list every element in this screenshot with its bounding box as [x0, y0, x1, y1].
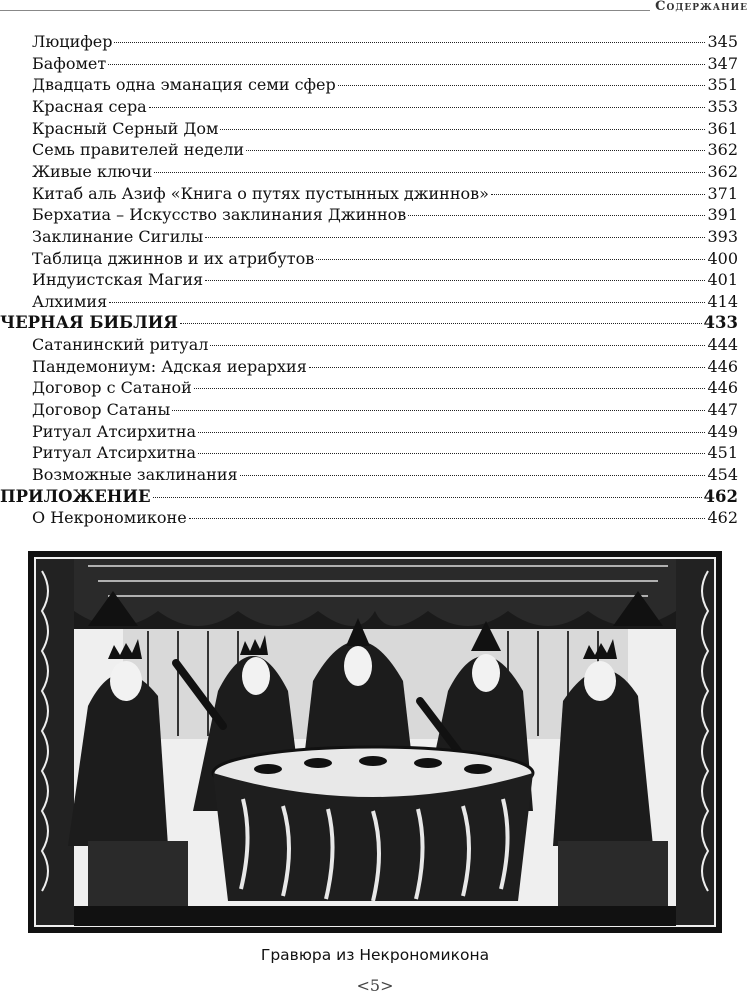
toc-entry[interactable] [32, 334, 738, 356]
toc-page-number: 414 [707, 291, 738, 311]
toc-entry[interactable] [32, 269, 738, 291]
dot-leader [153, 497, 702, 498]
toc-page-number: 371 [707, 183, 738, 203]
toc-entry-title: Ритуал Атсирхитна [32, 421, 197, 441]
toc-entry[interactable] [32, 248, 738, 270]
toc-entry-title: Сатанинский ритуал [32, 335, 209, 355]
toc-page-number: 444 [707, 335, 738, 355]
toc-page-number: 391 [707, 205, 738, 225]
toc-entry-title: Заклинание Сигилы [32, 226, 204, 246]
toc-page-number: 433 [703, 313, 738, 333]
page-number: <5> [356, 976, 394, 995]
toc-entry[interactable] [32, 183, 738, 205]
dot-leader [210, 345, 705, 346]
toc-entry[interactable] [32, 204, 738, 226]
toc-page-number: 449 [707, 421, 738, 441]
dot-leader [189, 518, 706, 519]
toc-page-number: 447 [707, 400, 738, 420]
toc-entry[interactable] [32, 399, 738, 421]
dot-leader [220, 129, 705, 130]
toc-page-number: 347 [707, 53, 738, 73]
toc-entry-title: ЧЕРНАЯ БИБЛИЯ [0, 313, 178, 333]
toc-page-number: 446 [707, 378, 738, 398]
dot-leader [109, 302, 705, 303]
toc-entry-title: Двадцать одна эманация семи сфер [32, 75, 336, 95]
toc-entry-title: Индуистская Магия [32, 270, 204, 290]
dot-leader [316, 259, 705, 260]
toc-page-number: 462 [707, 508, 738, 528]
toc-entry[interactable] [32, 442, 738, 464]
dot-leader [198, 453, 705, 454]
toc-page-number: 462 [703, 486, 738, 506]
toc-entry-title: Таблица джиннов и их атрибутов [32, 248, 315, 268]
engraving-illustration [28, 551, 722, 933]
toc-entry-title: Китаб аль Азиф «Книга о путях пустынных джиннов» [32, 183, 489, 203]
toc-entry-title: ПРИЛОЖЕНИЕ [0, 486, 151, 506]
toc-entry-title: Красный Серный Дом [32, 118, 219, 138]
toc-entry-title: Бафомет [32, 53, 107, 73]
dot-leader [491, 194, 706, 195]
toc-entry-title: Алхимия [32, 291, 108, 311]
toc-page-number: 393 [707, 226, 738, 246]
toc-entry-title: Семь правителей недели [32, 140, 245, 160]
dot-leader [205, 280, 705, 281]
dot-leader [149, 107, 706, 108]
toc-entry-title: Живые ключи [32, 161, 153, 181]
dot-leader [154, 172, 705, 173]
dot-leader [205, 237, 705, 238]
toc-section-entry[interactable] [0, 486, 738, 508]
header-rule [0, 10, 650, 11]
toc-page-number: 454 [707, 465, 738, 484]
toc-entry[interactable] [32, 74, 738, 96]
dot-leader [408, 215, 705, 216]
toc-page-number: 362 [707, 140, 738, 160]
dot-leader [246, 150, 705, 151]
toc-entry[interactable] [32, 226, 738, 248]
toc-entry[interactable] [32, 96, 738, 118]
toc-entry-title: Ритуал Атсирхитна [32, 443, 197, 463]
dot-leader [108, 64, 705, 65]
toc-entry-title: Люцифер [32, 32, 113, 51]
toc-page-number: 446 [707, 356, 738, 376]
toc-entry[interactable] [32, 421, 738, 443]
toc-entry[interactable] [32, 464, 738, 486]
dot-leader [180, 323, 702, 324]
toc-entry-title: О Некрономиконе [32, 508, 187, 528]
toc-entry-title: Красная сера [32, 96, 147, 116]
toc-page-number: 351 [707, 75, 738, 95]
toc-entry[interactable] [32, 161, 738, 183]
toc-page-number: 401 [707, 270, 738, 290]
toc-entry-title: Пандемониум: Адская иерархия [32, 356, 307, 376]
toc-entry-title: Договор Сатаны [32, 400, 171, 420]
toc-entry[interactable] [32, 139, 738, 161]
toc-entry[interactable] [32, 31, 738, 53]
toc-page-number: 451 [707, 443, 738, 463]
running-head [0, 0, 750, 14]
toc-entry-title: Договор с Сатаной [32, 378, 192, 398]
toc-entry[interactable] [32, 356, 738, 378]
figure-caption: Гравюра из Некрономикона [260, 946, 490, 964]
dot-leader [338, 85, 706, 86]
toc-entry[interactable] [32, 291, 738, 313]
toc-page-number: 353 [707, 96, 738, 116]
toc-entry-title: Возможные заклинания [32, 465, 238, 484]
toc-entry[interactable] [32, 53, 738, 75]
toc-page-number: 400 [707, 248, 738, 268]
toc-page-number: 362 [707, 161, 738, 181]
toc-entry[interactable] [32, 377, 738, 399]
toc-page-number: 345 [707, 32, 738, 51]
toc-entry[interactable] [32, 118, 738, 140]
toc-entry-title: Берхатиа – Искусство заклинания Джиннов [32, 205, 407, 225]
dot-leader [194, 388, 706, 389]
dot-leader [240, 475, 706, 476]
toc-entry[interactable] [32, 507, 738, 529]
running-head-title: Содержание [655, 0, 748, 14]
dot-leader [114, 42, 705, 43]
dot-leader [172, 410, 705, 411]
dot-leader [309, 367, 706, 368]
toc-section-entry[interactable] [0, 312, 738, 334]
dot-leader [198, 432, 705, 433]
toc-page-number: 361 [707, 118, 738, 138]
